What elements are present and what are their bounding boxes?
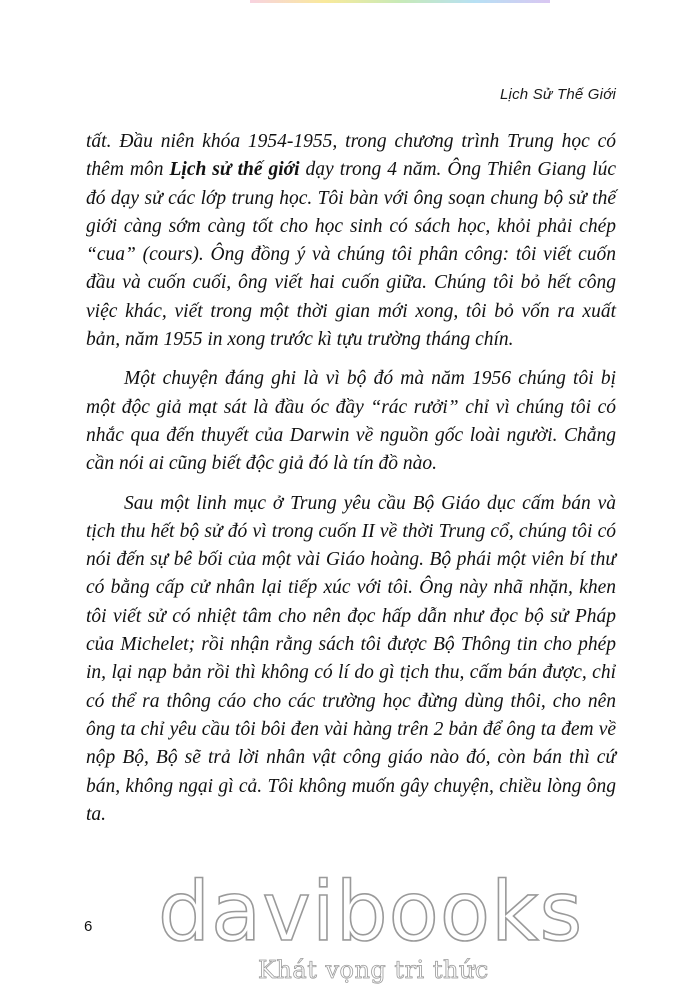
top-color-strip xyxy=(250,0,550,3)
watermark-logo-text: davibooks xyxy=(158,865,584,960)
paragraph-3: Sau một linh mục ở Trung yêu cầu Bộ Giáo dục cấm bán và tịch thu hết bộ sử đó vì trong cuốn II về thời Trung cổ, chúng tôi có nói đến sự bê bối của một vài Giáo hoàng. Bộ phái một viên bí thư có bằng cấp cử nhân lại tiếp xúc với tôi. Ông này nhã nhặn, khen tôi viết sử có nhiệt tâm cho nên đọc hấp dẫn như đọc bộ sử Pháp của Michelet; rồi nhận rằng sách tôi được Bộ Thông tin cho phép in, lại nạp bản rồi thì không có lí do gì tịch thu, cấm bán được, chỉ có thể ra thông cáo cho các trường học đừng dùng thôi, cho nên ông ta chỉ yêu cầu tôi bôi đen vài hàng trên 2 bản để ông ta đem về nộp Bộ, Bộ sẽ trả lời nhân vật công giáo nào đó, còn bán thì cứ bán, không ngại gì cả. Tôi không muốn gây chuyện, chiều lòng ông ta. xyxy=(86,492,616,825)
paragraph-2: Một chuyện đáng ghi là vì bộ đó mà năm 1956 chúng tôi bị một độc giả mạt sát là đầu óc đầy “rác rưởi” chỉ vì chúng tôi có nhắc qua đến thuyết của Darwin về nguồn gốc loài người. Chẳng cần nói ai cũng biết độc giả đó là tín đồ nào. xyxy=(86,368,616,475)
paragraph-1-bold-subject: Lịch sử thế giới xyxy=(169,159,300,181)
body-text xyxy=(86,128,616,840)
paragraph-1-text-end: dạy trong 4 năm. Ông Thiên Giang lúc đó dạy sử các lớp trung học. Tôi bàn với ông soạn chung bộ sử thế giới càng sớm càng tốt cho học sinh có sách học, khỏi phải chép “cua” (cours). Ông đồng ý và chúng tôi phân công: tôi viết cuốn đầu và cuốn cuối, ông viết hai cuốn giữa. Chúng tôi bỏ hết công việc khác, viết trong một thời gian mới xong, tôi bỏ vốn ra xuất bản, năm 1955 in xong trước kì tựu trường tháng chín. xyxy=(86,159,616,351)
paragraph-1 xyxy=(86,128,616,354)
running-header-title: Lịch Sử Thế Giới xyxy=(500,86,616,103)
publisher-watermark xyxy=(158,865,584,984)
watermark-tagline: Khát vọng tri thức xyxy=(258,956,489,984)
page-number: 6 xyxy=(84,918,93,935)
paragraph-1-text-start: tất. Đầu niên khóa 1954-1955, trong chương trình Trung học có thêm môn xyxy=(86,131,616,181)
